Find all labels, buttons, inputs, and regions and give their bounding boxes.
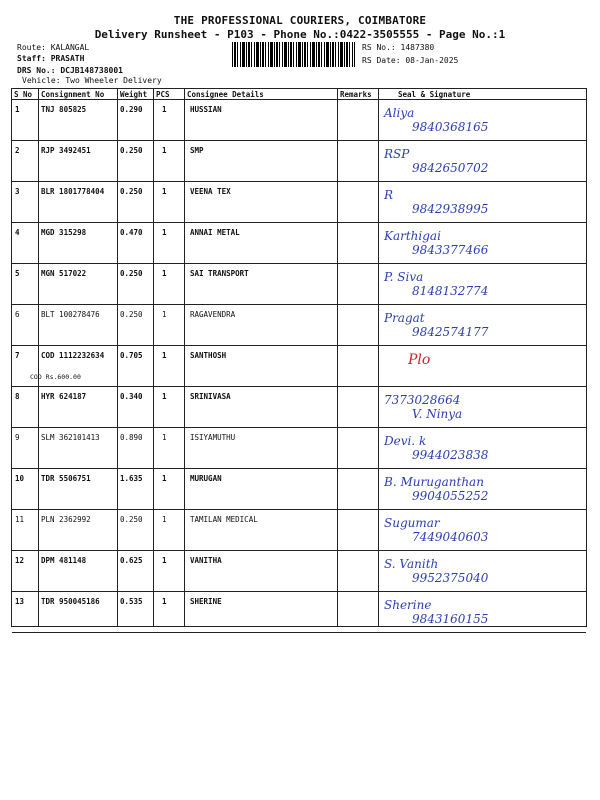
row-sno: 3: [15, 187, 20, 196]
row-weight: 0.250: [120, 269, 143, 278]
row-pcs: 1: [162, 310, 167, 319]
row-pcs: 1: [162, 392, 167, 401]
row-signature-phone: 9842650702: [412, 161, 489, 175]
row-signature: B. Muruganthan: [384, 475, 484, 489]
row-signature: Sherine: [384, 598, 432, 612]
row-weight: 0.290: [120, 105, 143, 114]
row-weight: 0.890: [120, 433, 143, 442]
col-weight: Weight: [120, 90, 148, 99]
row-consignment-no: TNJ 805825: [41, 105, 87, 114]
row-consignee: SANTHOSH: [190, 351, 227, 360]
row-signature-phone: 9904055252: [412, 489, 489, 503]
table-row: [12, 469, 586, 510]
row-consignee: MURUGAN: [190, 474, 222, 483]
row-sno: 1: [15, 105, 20, 114]
row-consignment-no: DPM 481148: [41, 556, 87, 565]
row-pcs: 1: [162, 146, 167, 155]
runsheet-table: [11, 88, 587, 627]
row-consignment-no: RJP 3492451: [41, 146, 91, 155]
row-pcs: 1: [162, 474, 167, 483]
row-weight: 0.250: [120, 310, 143, 319]
row-consignment-no: MGD 315298: [41, 228, 87, 237]
row-weight: 0.625: [120, 556, 143, 565]
row-consignee: SRINIVASA: [190, 392, 231, 401]
row-sno: 7: [15, 351, 20, 360]
row-signature-phone: 8148132774: [412, 284, 489, 298]
row-weight: 0.250: [120, 146, 143, 155]
row-consignment-no: SLM 362101413: [41, 433, 100, 442]
row-weight: 0.535: [120, 597, 143, 606]
barcode: [232, 42, 355, 67]
runsheet-subtitle: Delivery Runsheet - P103 - Phone No.:0422-3505555 - Page No.:1: [94, 28, 506, 41]
col-consignee: Consignee Details: [187, 90, 264, 99]
row-weight: 0.340: [120, 392, 143, 401]
row-consignee: VEENA TEX: [190, 187, 231, 196]
col-signature: Seal & Signature: [398, 90, 471, 99]
row-signature-phone: V. Ninya: [412, 407, 463, 421]
col-consignment: Consignment No: [41, 90, 105, 99]
row-pcs: 1: [162, 187, 167, 196]
col-pcs: PCS: [156, 90, 170, 99]
row-signature: RSP: [384, 147, 410, 161]
rs-number: RS No.: 1487380: [362, 43, 435, 52]
row-pcs: 1: [162, 515, 167, 524]
row-consignee: SMP: [190, 146, 204, 155]
row-pcs: 1: [162, 597, 167, 606]
row-weight: 0.705: [120, 351, 143, 360]
row-consignment-no: BLT 100278476: [41, 310, 100, 319]
row-consignment-no: TDR 950045186: [41, 597, 100, 606]
row-signature-phone: 9842574177: [412, 325, 489, 339]
vehicle-label: Vehicle: Two Wheeler Delivery: [22, 76, 162, 85]
row-pcs: 1: [162, 105, 167, 114]
row-signature-phone: 9840368165: [412, 120, 489, 134]
row-consignee: SAI TRANSPORT: [190, 269, 249, 278]
row-consignment-no: BLR 1801778404: [41, 187, 105, 196]
row-consignee: VANITHA: [190, 556, 222, 565]
row-sno: 2: [15, 146, 20, 155]
row-signature: Sugumar: [384, 516, 440, 530]
row-consignee: ANNAI METAL: [190, 228, 240, 237]
row-consignee: TAMILAN MEDICAL: [190, 515, 258, 524]
company-title: THE PROFESSIONAL COURIERS, COIMBATORE: [173, 14, 427, 27]
row-signature: S. Vanith: [384, 557, 439, 571]
row-signature-phone: 9944023838: [412, 448, 489, 462]
row-consignment-no: MGN 517022: [41, 269, 87, 278]
table-row: [12, 100, 586, 141]
row-consignee: HUSSIAN: [190, 105, 222, 114]
table-row: [12, 387, 586, 428]
row-cod-note: COD Rs.600.00: [30, 373, 81, 381]
row-weight: 0.250: [120, 515, 143, 524]
row-consignment-no: PLN 2362992: [41, 515, 91, 524]
row-sno: 13: [15, 597, 25, 606]
row-weight: 0.470: [120, 228, 143, 237]
row-signature: Devi. k: [384, 434, 427, 448]
row-signature: 7373028664: [384, 393, 461, 407]
drs-number: DRS No.: DCJB148738001: [17, 66, 123, 75]
row-sno: 4: [15, 228, 20, 237]
row-signature-phone: 9842938995: [412, 202, 489, 216]
row-pcs: 1: [162, 228, 167, 237]
row-signature: P. Siva: [384, 270, 424, 284]
row-consignee: RAGAVENDRA: [190, 310, 236, 319]
table-row: [12, 551, 586, 592]
row-signature: Pragat: [384, 311, 425, 325]
staff-label: Staff: PRASATH: [17, 54, 85, 63]
row-weight: 1.635: [120, 474, 143, 483]
row-signature-phone: 7449040603: [412, 530, 489, 544]
table-row: [12, 264, 586, 305]
row-consignee: ISIYAMUTHU: [190, 433, 236, 442]
row-consignment-no: TDR 5506751: [41, 474, 91, 483]
row-sno: 11: [15, 515, 25, 524]
row-sno: 9: [15, 433, 20, 442]
row-signature-phone: 9843160155: [412, 612, 489, 626]
row-pcs: 1: [162, 269, 167, 278]
row-pcs: 1: [162, 556, 167, 565]
row-pcs: 1: [162, 351, 167, 360]
col-remarks: Remarks: [340, 90, 372, 99]
row-signature: Karthigai: [384, 229, 441, 243]
table-row: [12, 141, 586, 182]
row-pcs: 1: [162, 433, 167, 442]
row-sno: 8: [15, 392, 20, 401]
row-sno: 6: [15, 310, 20, 319]
row-signature: R: [384, 188, 394, 202]
row-consignee: SHERINE: [190, 597, 222, 606]
table-row: [12, 223, 586, 264]
row-consignment-no: COD 1112232634: [41, 351, 105, 360]
row-weight: 0.250: [120, 187, 143, 196]
route-label: Route: KALANGAL: [17, 43, 90, 52]
row-consignment-no: HYR 624187: [41, 392, 87, 401]
row-signature-phone: 9952375040: [412, 571, 489, 585]
row-signature-phone: 9843377466: [412, 243, 489, 257]
row-sno: 5: [15, 269, 20, 278]
row-sno: 10: [15, 474, 25, 483]
row-signature: Plo: [408, 352, 431, 368]
row-signature: Aliya: [384, 106, 415, 120]
rs-date: RS Date: 08-Jan-2025: [362, 56, 459, 65]
row-sno: 12: [15, 556, 25, 565]
col-sno: S No: [14, 90, 33, 99]
table-row: [12, 510, 586, 551]
